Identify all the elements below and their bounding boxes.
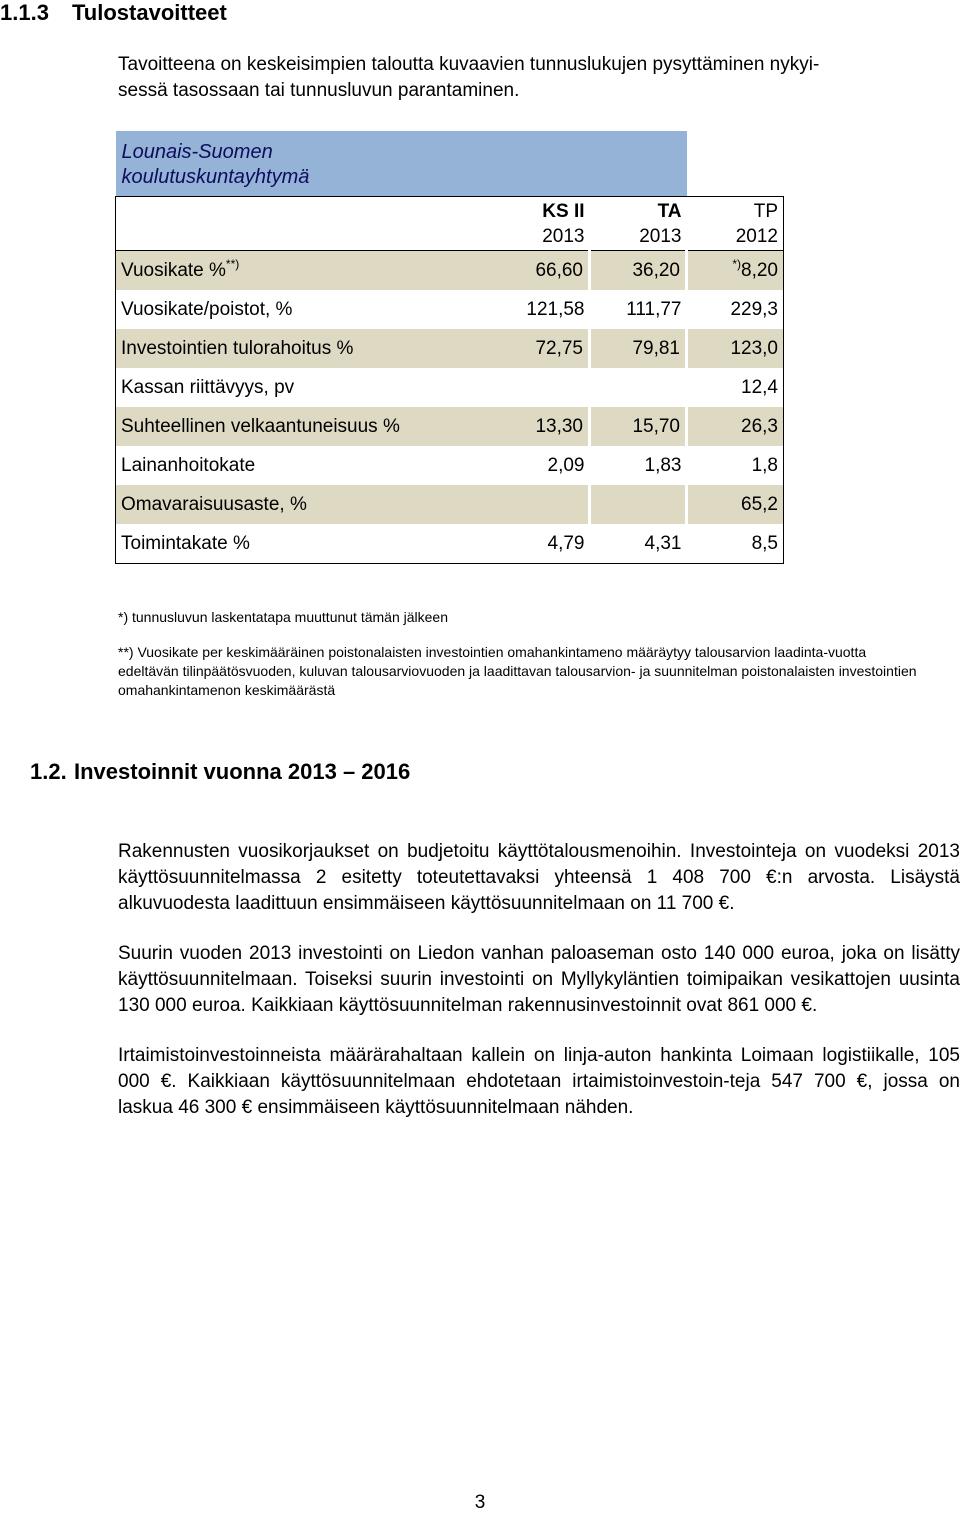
cell-value: 15,70	[590, 407, 687, 446]
table-row	[116, 524, 784, 564]
table-row	[116, 329, 784, 368]
table-row	[116, 368, 784, 407]
footnote-marker: **)	[225, 256, 240, 271]
table-header-row	[116, 197, 784, 251]
row-label: Vuosikate/poistot, %	[116, 290, 465, 329]
table-row	[116, 485, 784, 524]
paragraph-2: Suurin vuoden 2013 investointi on Liedon vanhan paloaseman osto 140 000 euroa, joka on lisätty käyttösuunnitelmaan. Toiseksi suurin investointi on Myllykyläntien toimipaikan vesikattojen uusinta 130 000 euroa. Kaikkiaan käyttösuunnitelman rakennusinvestoinnit ovat 861 000 €.	[118, 943, 960, 1016]
row-label: Investointien tulorahoitus %	[116, 329, 465, 368]
table-row	[116, 446, 784, 485]
cell-value: 1,83	[644, 454, 682, 476]
paragraph-3: Irtaimistoinvestoinneista määrärahaltaan kallein on linja-auton hankinta Loimaan logistiikalle, 105 000 €. Kaikkiaan käyttösuunnitelmaan ehdotetaan irtaimistoinvestoin-teja 547 700 €, jossa on laskua 46 300 € ensimmäiseen käyttösuunnitelmaan nähden.	[118, 1045, 960, 1118]
intro-text: Tavoitteena on keskeisimpien taloutta kuvaavien tunnuslukujen pysyttäminen nykyi- sessä tasossaan tai tunnusluvun parantaminen.	[118, 54, 820, 101]
cell-value: 229,3	[687, 290, 784, 329]
paragraph-1: Rakennusten vuosikorjaukset on budjetoitu käyttötalousmenoihin. Investointeja on vuodeksi 2013 käyttösuunnitelmassa 2 esitetty toteutettavaksi yhteensä 1 408 700 €:n arvosta. Lisäystä alkuvuodesta laadittuun ensimmäiseen käyttösuunnitelmaan on 11 700 €.	[118, 841, 960, 914]
section-number: 1.1.3	[0, 0, 49, 25]
cell-value	[590, 485, 687, 524]
footnotes	[118, 608, 928, 716]
cell-value: *)8,20	[687, 251, 784, 291]
key-figures-table	[115, 131, 784, 564]
column-header-ta: TA 2013	[590, 197, 687, 251]
cell-value: 1,8	[687, 446, 784, 485]
cell-value: 2,09	[547, 454, 585, 476]
table-title	[116, 131, 465, 197]
page-number: 3	[474, 1492, 486, 1513]
table-row	[116, 407, 784, 446]
table-row	[116, 251, 784, 291]
cell-value: 26,3	[687, 407, 784, 446]
cell-value: 4,79	[465, 524, 590, 564]
row-label: Toimintakate %	[116, 524, 465, 564]
investment-text	[118, 839, 960, 1145]
row-label: Lainanhoitokate	[116, 446, 465, 485]
table-title-line1: Lounais-Suomen	[121, 140, 273, 163]
cell-value	[465, 485, 590, 524]
cell-value: 8,5	[687, 524, 784, 564]
cell-value: 72,75	[465, 329, 590, 368]
cell-value: 79,81	[590, 329, 687, 368]
footnote-1: *) tunnusluvun laskentatapa muuttunut tämän jälkeen	[118, 609, 448, 625]
section-heading-tulostavoitteet	[0, 0, 227, 26]
intro-paragraph	[118, 52, 956, 104]
cell-value	[465, 368, 590, 407]
cell-value: 12,4	[687, 368, 784, 407]
cell-value: 123,0	[687, 329, 784, 368]
section-title: Investoinnit vuonna 2013 – 2016	[74, 759, 411, 784]
cell-value: 65,2	[687, 485, 784, 524]
cell-value	[590, 368, 687, 407]
cell-value: 121,58	[526, 298, 585, 320]
footnote-marker: *)	[732, 256, 742, 271]
footnote-2: **) Vuosikate per keskimääräinen poistonalaisten investointien omahankintameno määräytyy talousarvion laadinta-vuotta edeltävän tilinpäätösvuoden, kuluvan talousarviovuoden ja laadittavan talousarvion- ja suunnitelman poistonalaisten investointien omahankintamenon keskimäärästä	[118, 644, 917, 698]
header-empty-cell	[116, 197, 465, 251]
cell-value: 13,30	[465, 407, 590, 446]
table-title-fill	[465, 131, 687, 197]
row-label: Omavaraisuusaste, %	[116, 485, 465, 524]
cell-value: 111,77	[626, 298, 682, 320]
table-title-empty	[687, 131, 784, 197]
table-title-line2: koulutuskuntayhtymä	[121, 165, 310, 188]
section-title: Tulostavoitteet	[72, 0, 227, 25]
cell-value: 66,60	[465, 251, 590, 291]
cell-value: 36,20	[590, 251, 687, 291]
table-row	[116, 290, 784, 329]
row-label: Vuosikate %**)	[116, 251, 465, 291]
row-label: Suhteellinen velkaantuneisuus %	[116, 407, 465, 446]
table-title-row	[116, 131, 784, 197]
column-header-ksii: KS II 2013	[465, 197, 590, 251]
section-heading-investoinnit	[30, 758, 410, 786]
column-header-tp: TP 2012	[687, 197, 784, 251]
row-label: Kassan riittävyys, pv	[116, 368, 465, 407]
cell-value: 4,31	[590, 524, 687, 564]
section-number: 1.2.	[30, 759, 67, 784]
